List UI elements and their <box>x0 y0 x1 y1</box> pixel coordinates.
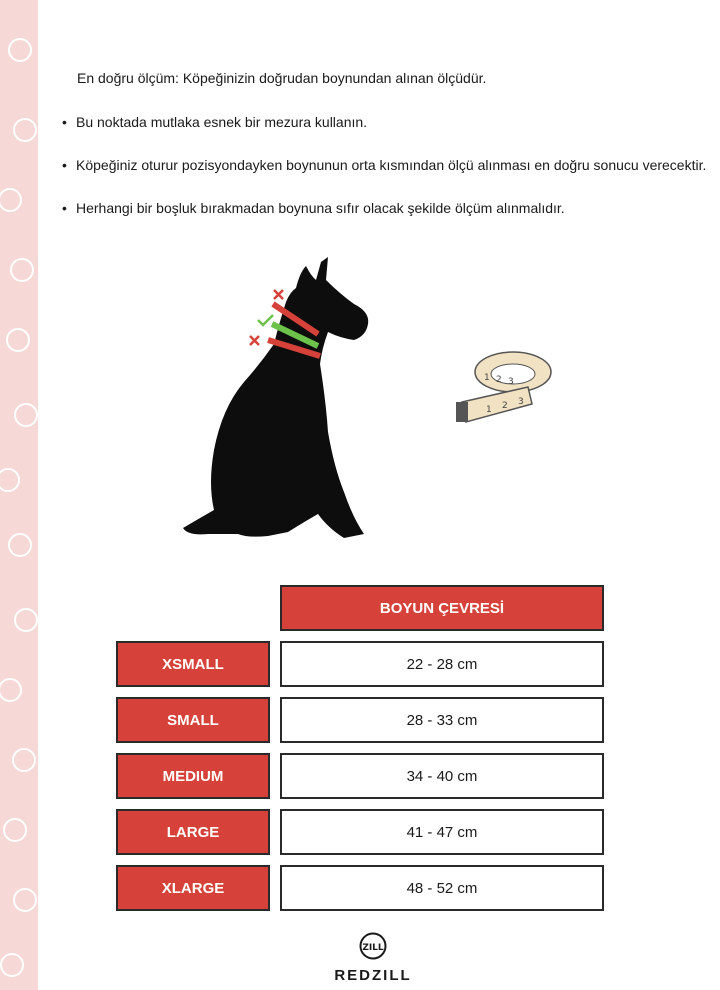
instruction-list <box>62 112 706 241</box>
size-value-cell: 41 - 47 cm <box>280 809 604 855</box>
size-label-cell: XLARGE <box>116 865 270 911</box>
tape-number: 3 <box>518 397 524 407</box>
size-label-cell: XSMALL <box>116 641 270 687</box>
redzill-logo-icon <box>359 932 387 960</box>
size-label-cell: SMALL <box>116 697 270 743</box>
tape-number: 2 <box>496 375 502 385</box>
measuring-tape-icon <box>448 342 558 432</box>
size-value-cell: 22 - 28 cm <box>280 641 604 687</box>
size-label-cell: LARGE <box>116 809 270 855</box>
logo-pattern-icon <box>0 0 38 990</box>
size-value-cell: 48 - 52 cm <box>280 865 604 911</box>
table-header: BOYUN ÇEVRESİ <box>280 585 604 631</box>
brand-name: REDZILL <box>334 967 412 984</box>
instruction-item: • Bu noktada mutlaka esnek bir mezura kullanın. <box>62 112 706 155</box>
brand-footer <box>318 932 428 984</box>
size-value-cell: 34 - 40 cm <box>280 753 604 799</box>
instruction-item: • Köpeğiniz oturur pozisyondayken boynunun orta kısmından ölçü alınması en doğru sonucu verecektir. <box>62 155 706 198</box>
tape-number: 3 <box>508 377 514 387</box>
decorative-side-strip <box>0 0 38 990</box>
instruction-item: • Herhangi bir boşluk bırakmadan boynuna sıfır olacak şekilde ölçüm alınmalıdır. <box>62 198 706 241</box>
tape-number: 2 <box>502 401 508 411</box>
intro-text: En doğru ölçüm: Köpeğinizin doğrudan boynundan alınan ölçüdür. <box>77 70 487 86</box>
tape-number: 1 <box>486 405 492 415</box>
size-label-cell: MEDIUM <box>116 753 270 799</box>
tape-number: 1 <box>484 373 490 383</box>
dog-silhouette-icon <box>178 252 388 552</box>
size-value-cell: 28 - 33 cm <box>280 697 604 743</box>
logo-mark: ZILL <box>362 943 384 953</box>
